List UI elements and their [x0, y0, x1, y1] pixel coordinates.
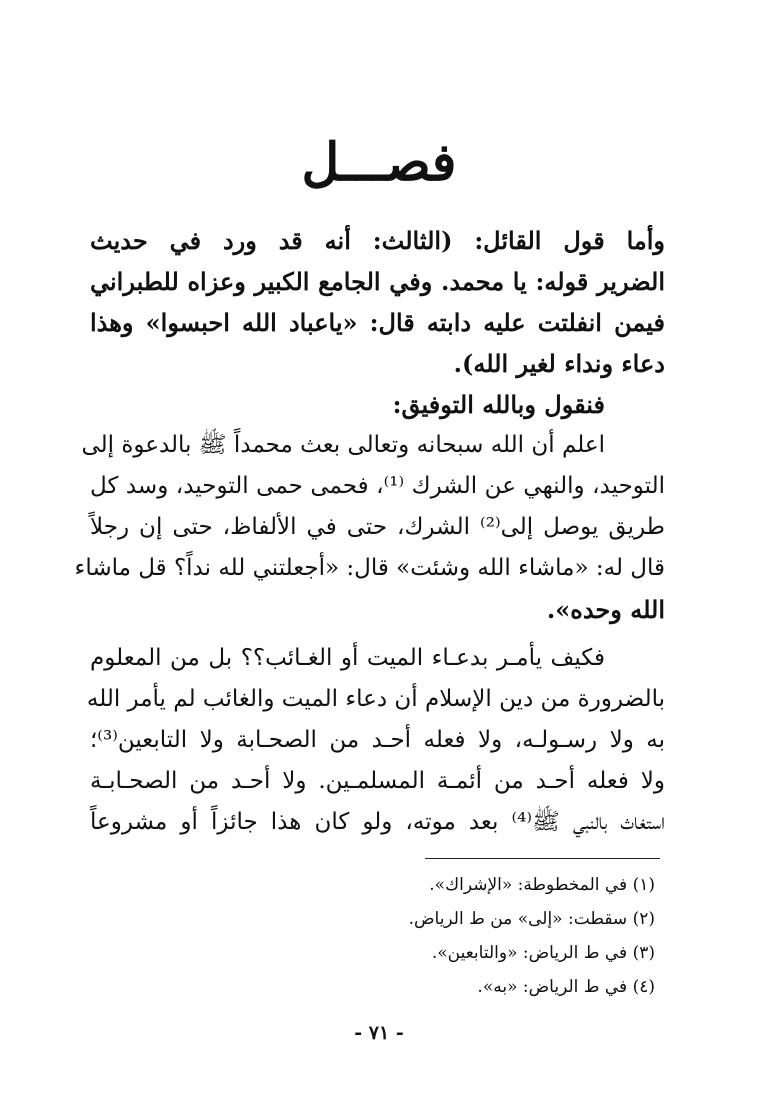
footnote-3: (٣) في ط الرياض: «والتابعين».: [431, 943, 655, 963]
footnote-1: (١) في المخطوطة: «الإشراك».: [429, 875, 655, 895]
footnote-2: (٢) سقطت: «إلى» من ط الرياض.: [408, 909, 655, 929]
text-line: وأما قول القائل: (الثالث: أنه قد ورد في حديث: [90, 226, 665, 255]
footnotes: [150, 868, 655, 1004]
text-line: التوحيد، والنهي عن الشرك ⁽¹⁾، فحمى حمى التوحيد، وسد كل: [90, 473, 666, 499]
page-number: - ٧١ -: [354, 1022, 404, 1044]
paragraph-gap: [90, 630, 665, 638]
text-line: الضرير قوله: يا محمد. وفي الجامع الكبير وعزاه للطبراني: [90, 267, 665, 296]
text-line: قال له: «ماشاء الله وشئت» قال: «أجعلتني لله نداً؟ قل ماشاء: [74, 555, 665, 581]
text-line: فكيف يأمـر بدعـاء الميت أو الغـائب؟؟ بل من المعلوم: [90, 645, 605, 671]
text-line: دعاء ونداء لغير الله).: [453, 349, 665, 378]
text-line: اعلم أن الله سبحانه وتعالى بعث محمداً ﷺ بالدعوة إلى: [81, 432, 605, 458]
footnote-separator: [425, 858, 660, 859]
text-line: به ولا رسـولـه، ولا فعله أحـد من الصحـابة ولا التابعين⁽³⁾؛: [90, 727, 665, 753]
text-line: فيمن انفلتت عليه دابته قال: «ياعباد الله احبسوا» وهذا: [90, 308, 665, 337]
text-line: فنقول وبالله التوفيق:: [392, 390, 605, 419]
footnote-4: (٤) في ط الرياض: «به».: [477, 977, 655, 997]
section-heading: فصـــل: [301, 132, 457, 193]
text-line: استغاث بالنبي ﷺ⁽⁴⁾ بعد موته، ولو كان هذا جائزاً أو مشروعاً: [90, 809, 665, 835]
text-line: ولا فعله أحـد من أئمـة المسلمـين. ولا أحـد من الصحـابـة: [90, 768, 665, 794]
text-line: طريق يوصل إلى⁽²⁾ الشرك، حتى في الألفاظ، حتى إن رجلاً: [90, 514, 665, 540]
text-line: بالضرورة من دين الإسلام أن دعاء الميت والغائب لم يأمر الله: [86, 686, 665, 712]
text-line: الله وحده».: [546, 595, 665, 624]
main-text: [74, 220, 666, 843]
